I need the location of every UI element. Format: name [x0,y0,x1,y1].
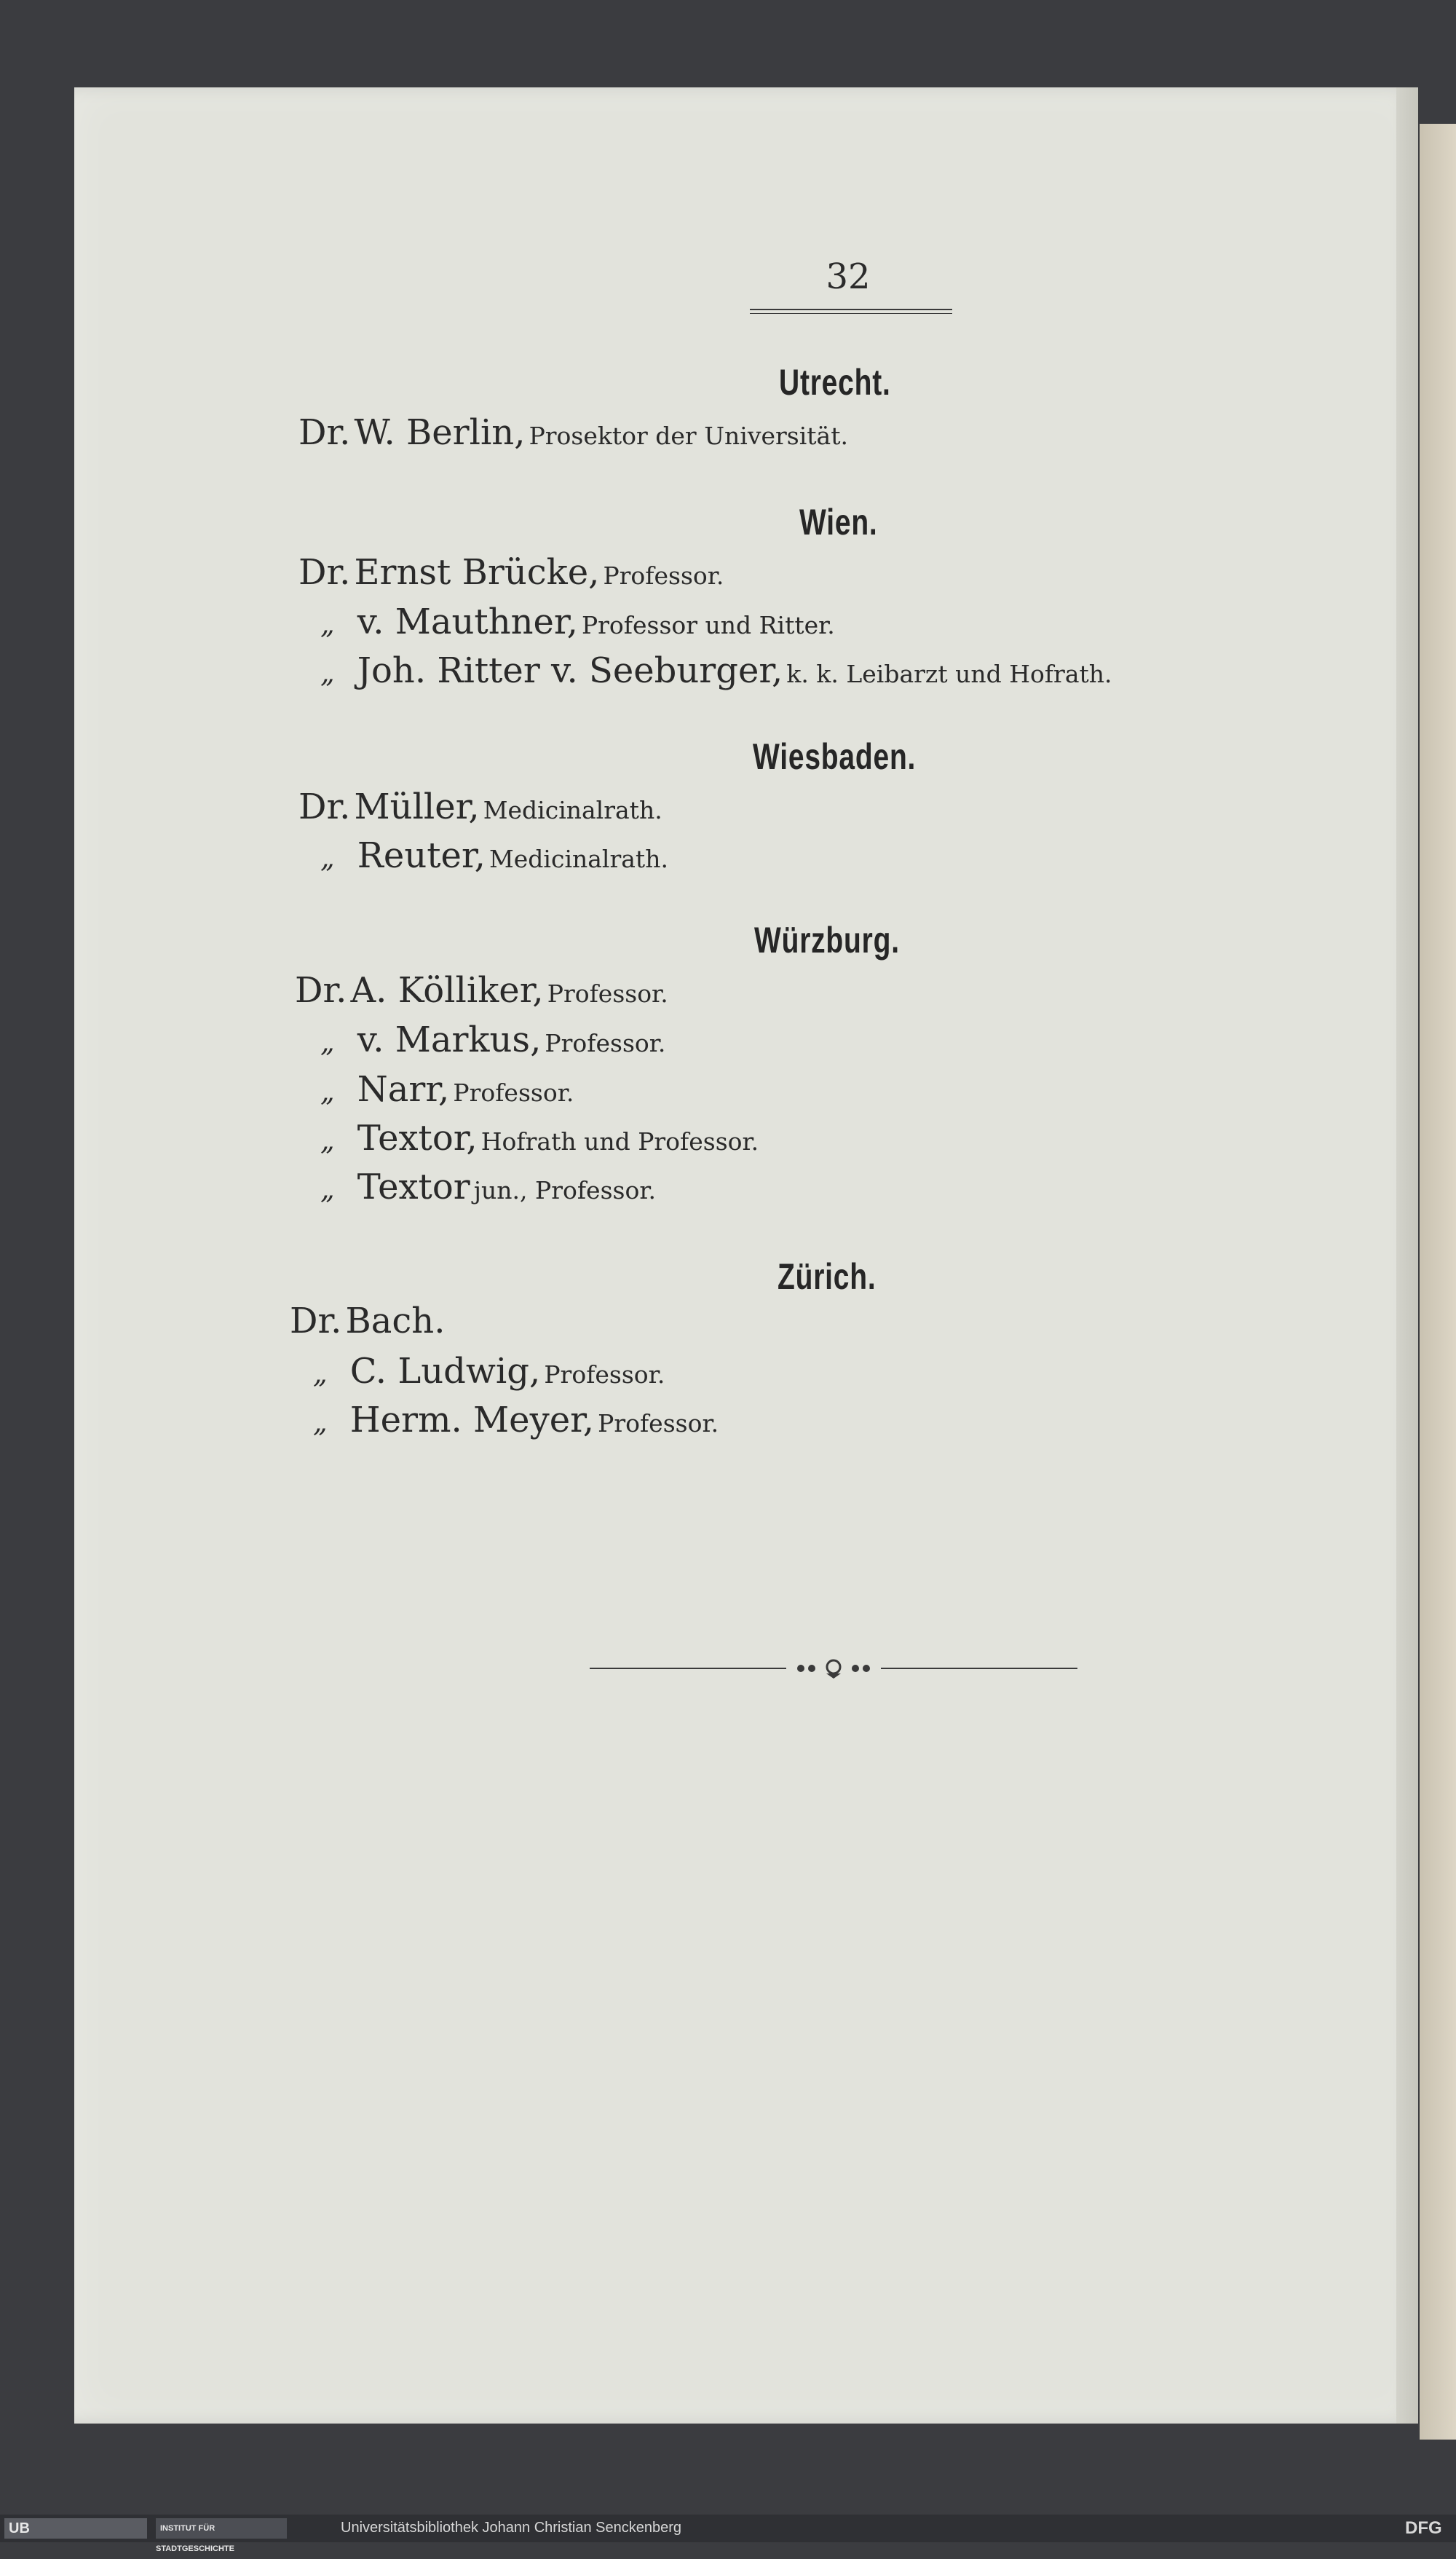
institute-logo-text: INSTITUT FÜR STADTGESCHICHTE [156,2524,234,2553]
entry-name: Ernst Brücke, [354,552,600,593]
entry-wiesbaden-mueller [298,786,662,827]
city-heading-utrecht: Utrecht. [779,362,891,403]
ditto-mark: „ [320,1026,335,1058]
entry-prefix: Dr. [298,786,351,827]
entry-wuerzburg-textor [320,1118,759,1159]
city-heading-wien: Wien. [799,502,878,543]
entry-name: Joh. Ritter v. Seeburger, [357,650,783,691]
ditto-mark: „ [313,1406,328,1438]
entry-name: W. Berlin, [354,412,526,453]
entry-description: Medicinalrath. [483,796,662,824]
entry-name: Müller, [354,786,480,827]
city-heading-wiesbaden: Wiesbaden. [753,736,917,777]
entry-name: Textor, [357,1118,478,1159]
entry-name: A. Kölliker, [350,970,544,1011]
entry-description: Professor. [598,1409,719,1438]
entry-prefix: Dr. [298,412,351,453]
entry-description: Professor. [547,979,668,1008]
entry-description: Professor. [545,1029,666,1057]
entry-name: Bach. [345,1301,446,1341]
entry-wien-bruecke [298,552,724,593]
ub-logo-text: UB [9,2520,30,2536]
entry-wuerzburg-markus [320,1020,665,1060]
entry-description: Professor. [544,1360,665,1389]
entry-wien-mauthner [320,602,835,642]
entry-zuerich-ludwig [313,1351,665,1392]
dfg-logo: DFG [1405,2518,1442,2538]
ditto-mark: „ [320,1076,335,1108]
page-number-rule-thin [750,313,952,314]
entry-name: Herm. Meyer, [349,1400,595,1440]
entry-zuerich-meyer [313,1400,719,1440]
entry-zuerich-bach [290,1301,445,1341]
city-heading-zuerich: Zürich. [778,1256,877,1297]
ditto-mark: „ [320,1173,335,1205]
entry-prefix: Dr. [298,552,351,593]
entry-name: v. Mauthner, [357,602,578,642]
footer-library-name: Universitätsbibliothek Johann Christian Senckenberg [341,2520,682,2536]
entry-description: jun., Professor. [473,1176,656,1204]
entry-description: k. k. Leibarzt und Hofrath. [786,660,1112,688]
ditto-mark: „ [313,1357,328,1389]
entry-prefix: Dr. [295,970,347,1011]
entry-description: Professor und Ritter. [581,611,835,639]
entry-name: v. Markus, [357,1020,542,1060]
entry-wuerzburg-koelliker [295,970,668,1011]
entry-wuerzburg-narr [320,1069,574,1110]
ditto-mark: „ [320,657,335,689]
entry-wuerzburg-textor-jun [320,1167,656,1207]
ditto-mark: „ [320,608,335,640]
entry-description: Hofrath und Professor. [480,1127,759,1156]
entry-wien-seeburger [320,650,1112,691]
page-number-rule [750,309,952,310]
entry-name: C. Ludwig, [349,1351,541,1392]
entry-name: Narr, [357,1069,450,1110]
entry-description: Professor. [453,1079,574,1107]
entry-name: Reuter, [357,835,486,876]
ornamental-divider [590,1657,1077,1679]
entry-utrecht-berlin [298,412,848,453]
entry-prefix: Dr. [290,1301,342,1341]
city-heading-wuerzburg: Würzburg. [754,920,900,961]
ditto-mark: „ [320,842,335,874]
institute-logo [156,2518,287,2553]
entry-wiesbaden-reuter [320,835,668,876]
page-number: 32 [826,256,871,297]
ditto-mark: „ [320,1124,335,1156]
entry-description: Professor. [603,561,724,590]
ub-logo [4,2518,147,2539]
entry-description: Medicinalrath. [488,845,668,873]
entry-description: Prosektor der Universität. [529,422,848,450]
entry-name: Textor [357,1167,470,1207]
